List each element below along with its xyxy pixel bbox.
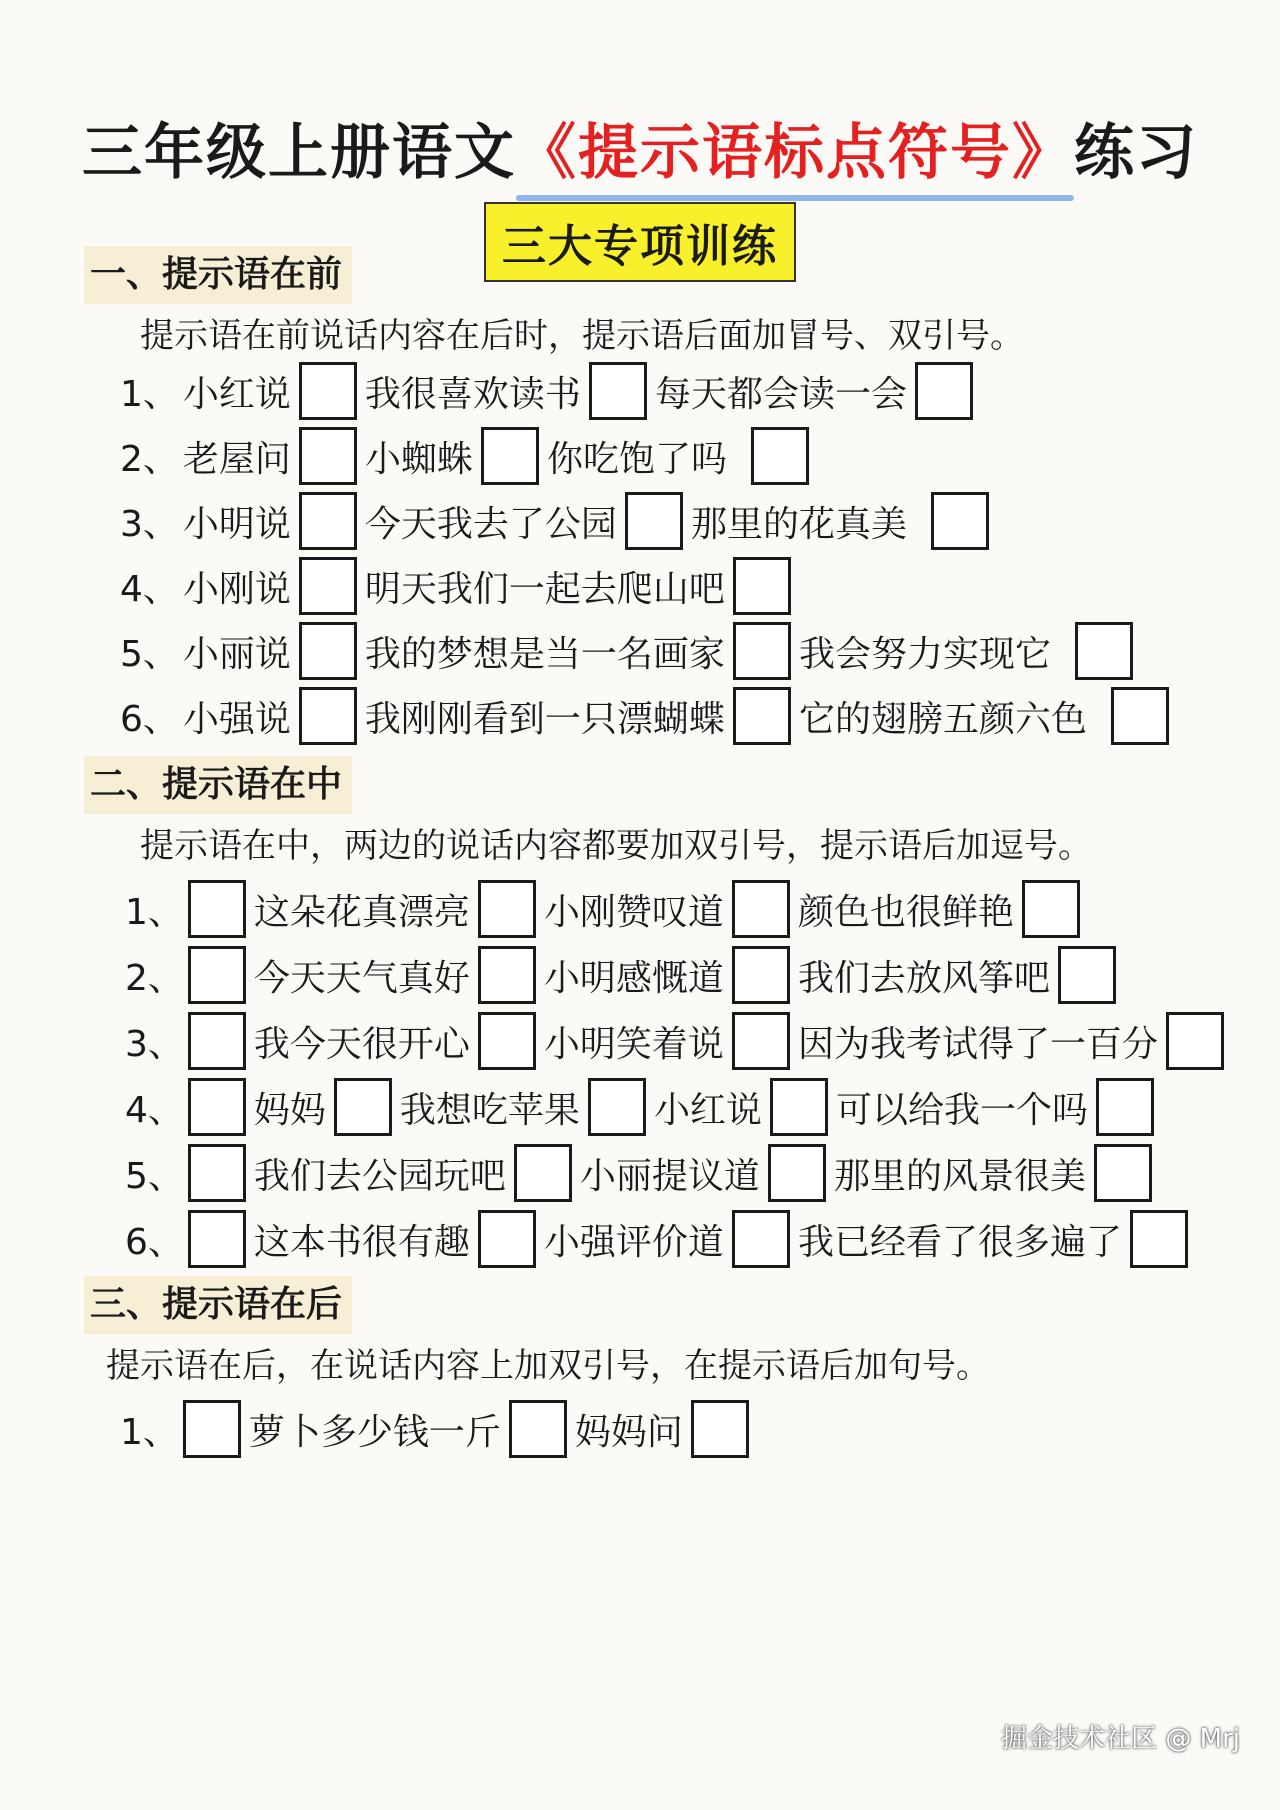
item-number: 3、 bbox=[125, 1023, 184, 1065]
answer-box[interactable] bbox=[509, 1400, 567, 1458]
text-segment: 小明笑着说 bbox=[543, 1023, 724, 1065]
item-number: 1、 bbox=[120, 1411, 179, 1453]
answer-box[interactable] bbox=[733, 557, 791, 615]
answer-box[interactable] bbox=[931, 492, 989, 550]
text-segment: 萝卜多少钱一斤 bbox=[248, 1411, 501, 1453]
exercise-row bbox=[125, 1141, 1156, 1205]
answer-box[interactable] bbox=[478, 946, 536, 1004]
text-segment: 妈妈 bbox=[253, 1089, 326, 1131]
exercise-row bbox=[120, 554, 795, 618]
title-prefix: 三年级上册语文 bbox=[82, 118, 516, 188]
answer-box[interactable] bbox=[334, 1078, 392, 1136]
answer-box[interactable] bbox=[478, 1012, 536, 1070]
answer-box[interactable] bbox=[1094, 1144, 1152, 1202]
answer-box[interactable] bbox=[188, 946, 246, 1004]
text-segment: 小强评价道 bbox=[543, 1221, 724, 1263]
answer-box[interactable] bbox=[691, 1400, 749, 1458]
item-number: 6、 bbox=[125, 1221, 184, 1263]
answer-box[interactable] bbox=[732, 880, 790, 938]
exercise-row bbox=[125, 877, 1084, 941]
answer-box[interactable] bbox=[1130, 1210, 1188, 1268]
text-segment: 这本书很有趣 bbox=[253, 1221, 470, 1263]
text-segment: 颜色也很鲜艳 bbox=[797, 891, 1014, 933]
answer-box[interactable] bbox=[188, 1144, 246, 1202]
item-number: 6、 bbox=[120, 698, 179, 740]
answer-box[interactable] bbox=[768, 1144, 826, 1202]
answer-box[interactable] bbox=[299, 622, 357, 680]
answer-box[interactable] bbox=[299, 492, 357, 550]
answer-box[interactable] bbox=[1075, 622, 1133, 680]
answer-box[interactable] bbox=[299, 557, 357, 615]
answer-box[interactable] bbox=[625, 492, 683, 550]
text-segment: 那里的风景很美 bbox=[833, 1155, 1086, 1197]
item-number: 1、 bbox=[120, 373, 179, 415]
answer-box[interactable] bbox=[732, 1012, 790, 1070]
text-segment: 我想吃苹果 bbox=[399, 1089, 580, 1131]
watermark: 掘金技术社区 @ Mrj bbox=[1001, 1724, 1240, 1754]
text-segment: 我已经看了很多遍了 bbox=[797, 1221, 1122, 1263]
text-segment: 小红说 bbox=[653, 1089, 762, 1131]
text-segment: 这朵花真漂亮 bbox=[253, 891, 470, 933]
answer-box[interactable] bbox=[481, 427, 539, 485]
text-segment: 我刚刚看到一只漂蝴蝶 bbox=[364, 698, 725, 740]
section-rule-3: 提示语在后，在说话内容上加双引号，在提示语后加句号。 bbox=[106, 1346, 990, 1386]
exercise-row bbox=[120, 619, 1137, 683]
answer-box[interactable] bbox=[1111, 687, 1169, 745]
item-number: 5、 bbox=[125, 1155, 184, 1197]
item-number: 2、 bbox=[120, 438, 179, 480]
exercise-row bbox=[120, 1397, 753, 1461]
text-segment: 我们去公园玩吧 bbox=[253, 1155, 506, 1197]
exercise-row bbox=[120, 359, 977, 423]
answer-box[interactable] bbox=[188, 1012, 246, 1070]
text-segment: 今天天气真好 bbox=[253, 957, 470, 999]
text-segment: 每天都会读一会 bbox=[654, 373, 907, 415]
text-segment: 它的翅膀五颜六色 bbox=[798, 698, 1087, 740]
item-number: 5、 bbox=[120, 633, 179, 675]
text-segment: 小蜘蛛 bbox=[364, 438, 473, 480]
answer-box[interactable] bbox=[299, 687, 357, 745]
text-segment: 小丽说 bbox=[182, 633, 291, 675]
answer-box[interactable] bbox=[299, 427, 357, 485]
answer-box[interactable] bbox=[1058, 946, 1116, 1004]
text-segment: 我很喜欢读书 bbox=[364, 373, 581, 415]
text-segment: 小丽提议道 bbox=[579, 1155, 760, 1197]
answer-box[interactable] bbox=[588, 1078, 646, 1136]
item-number: 4、 bbox=[120, 568, 179, 610]
text-segment: 那里的花真美 bbox=[690, 503, 907, 545]
text-segment: 小刚说 bbox=[182, 568, 291, 610]
exercise-row bbox=[125, 943, 1120, 1007]
answer-box[interactable] bbox=[299, 362, 357, 420]
answer-box[interactable] bbox=[732, 946, 790, 1004]
item-number: 4、 bbox=[125, 1089, 184, 1131]
item-number: 2、 bbox=[125, 957, 184, 999]
item-number: 1、 bbox=[125, 891, 184, 933]
section-heading-3: 三、提示语在后 bbox=[84, 1276, 352, 1334]
text-segment: 我会努力实现它 bbox=[798, 633, 1051, 675]
text-segment: 你吃饱了吗 bbox=[546, 438, 727, 480]
text-segment: 小明感慨道 bbox=[543, 957, 724, 999]
answer-box[interactable] bbox=[1166, 1012, 1224, 1070]
answer-box[interactable] bbox=[183, 1400, 241, 1458]
section-rule-1: 提示语在前说话内容在后时，提示语后面加冒号、双引号。 bbox=[140, 316, 1024, 356]
answer-box[interactable] bbox=[188, 880, 246, 938]
answer-box[interactable] bbox=[1096, 1078, 1154, 1136]
answer-box[interactable] bbox=[733, 622, 791, 680]
answer-box[interactable] bbox=[188, 1078, 246, 1136]
text-segment: 可以给我一个吗 bbox=[835, 1089, 1088, 1131]
exercise-row bbox=[125, 1075, 1158, 1139]
text-segment: 老屋问 bbox=[182, 438, 291, 480]
answer-box[interactable] bbox=[732, 1210, 790, 1268]
page-title bbox=[0, 105, 1280, 191]
text-segment: 明天我们一起去爬山吧 bbox=[364, 568, 725, 610]
text-segment: 小红说 bbox=[182, 373, 291, 415]
exercise-row bbox=[120, 684, 1173, 748]
answer-box[interactable] bbox=[188, 1210, 246, 1268]
answer-box[interactable] bbox=[915, 362, 973, 420]
subtitle-badge: 三大专项训练 bbox=[484, 202, 796, 282]
text-segment: 妈妈问 bbox=[574, 1411, 683, 1453]
exercise-row bbox=[120, 424, 813, 488]
section-heading-2: 二、提示语在中 bbox=[84, 756, 352, 814]
item-number: 3、 bbox=[120, 503, 179, 545]
answer-box[interactable] bbox=[478, 880, 536, 938]
exercise-row bbox=[125, 1207, 1192, 1271]
answer-box[interactable] bbox=[478, 1210, 536, 1268]
title-suffix: 练习 bbox=[1074, 118, 1198, 188]
text-segment: 今天我去了公园 bbox=[364, 503, 617, 545]
exercise-row bbox=[120, 489, 993, 553]
text-segment: 小刚赞叹道 bbox=[543, 891, 724, 933]
exercise-row bbox=[125, 1009, 1228, 1073]
answer-box[interactable] bbox=[589, 362, 647, 420]
text-segment: 我的梦想是当一名画家 bbox=[364, 633, 725, 675]
text-segment: 我们去放风筝吧 bbox=[797, 957, 1050, 999]
answer-box[interactable] bbox=[770, 1078, 828, 1136]
section-heading-1: 一、提示语在前 bbox=[84, 246, 352, 304]
answer-box[interactable] bbox=[733, 687, 791, 745]
section-rule-2: 提示语在中，两边的说话内容都要加双引号，提示语后加逗号。 bbox=[140, 826, 1092, 866]
title-highlight: 《提示语标点符号》 bbox=[516, 105, 1074, 191]
answer-box[interactable] bbox=[514, 1144, 572, 1202]
text-segment: 我今天很开心 bbox=[253, 1023, 470, 1065]
text-segment: 小强说 bbox=[182, 698, 291, 740]
answer-box[interactable] bbox=[751, 427, 809, 485]
text-segment: 小明说 bbox=[182, 503, 291, 545]
text-segment: 因为我考试得了一百分 bbox=[797, 1023, 1158, 1065]
answer-box[interactable] bbox=[1022, 880, 1080, 938]
